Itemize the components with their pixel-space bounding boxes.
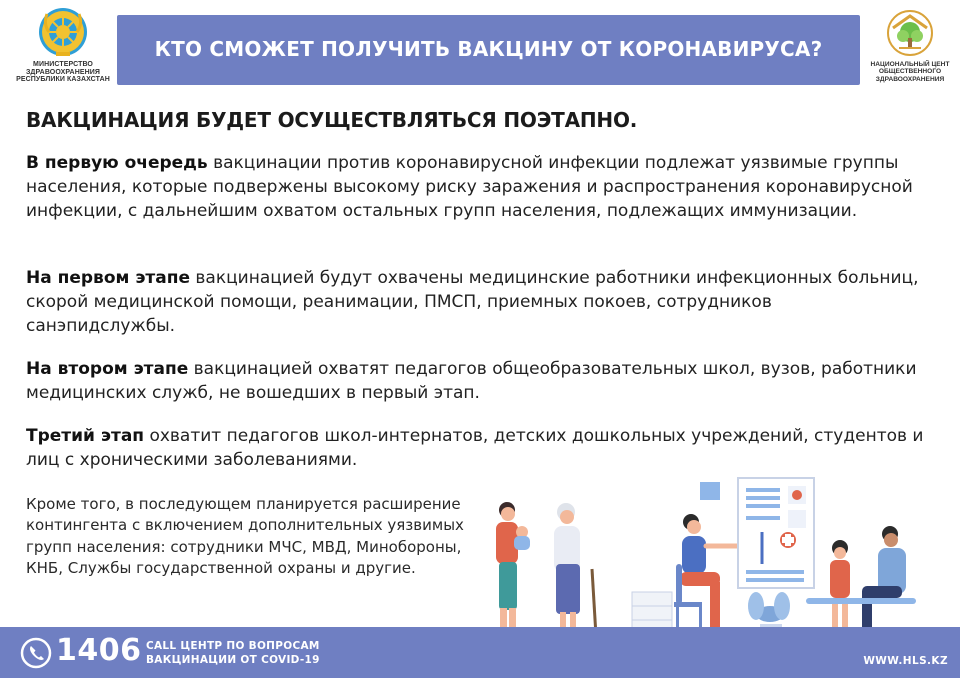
kazakhstan-emblem-icon bbox=[37, 6, 89, 58]
ministry-logo bbox=[4, 6, 122, 94]
hotline-number[interactable]: 1406 bbox=[56, 633, 142, 668]
child-figure bbox=[830, 540, 850, 634]
title-banner bbox=[117, 15, 860, 85]
paragraph-lead: Третий этап bbox=[26, 426, 145, 446]
ministry-caption: МИНИСТЕРСТВО ЗДРАВООХРАНЕНИЯ РЕСПУБЛИКИ КАЗАХСТАН bbox=[16, 61, 110, 84]
paragraph-stage-two bbox=[26, 357, 926, 405]
parent-figure bbox=[806, 526, 916, 634]
additional-note: Кроме того, в последующем планируется расширение контингента с включением дополнительных уязвимых групп населения: сотрудники МЧС, МВД, Минобороны, КНБ, Службы государственной охраны и другие. bbox=[26, 495, 464, 578]
medical-poster bbox=[700, 478, 814, 588]
call-center-label: CALL ЦЕНТР ПО ВОПРОСАМ ВАКЦИНАЦИИ ОТ COVID-19 bbox=[146, 640, 320, 666]
paragraph-stage-three bbox=[26, 424, 926, 472]
page-title: КТО СМОЖЕТ ПОЛУЧИТЬ ВАКЦИНУ ОТ КОРОНАВИРУСА? bbox=[154, 37, 823, 61]
ncph-caption: НАЦИОНАЛЬНЫЙ ЦЕНТ ОБЩЕСТВЕННОГО ЗДРАВООХРАНЕНИЯ bbox=[870, 61, 950, 83]
doctor-figure bbox=[674, 514, 740, 637]
paragraph-lead: На втором этапе bbox=[26, 359, 189, 379]
vaccination-illustration bbox=[470, 474, 930, 644]
paragraph-text: вакцинацией будут охвачены медицинские работники инфекционных больниц, скорой медицинской помощи, реанимации, ПМСП, приемных покоев, сотрудников санэпидслужбы. bbox=[26, 268, 919, 336]
paragraph-text: охватит педагогов школ-интернатов, детских дошкольных учреждений, студентов и лиц с хроническими заболеваниями. bbox=[26, 426, 924, 470]
paragraph-lead: В первую очередь bbox=[26, 153, 208, 173]
footer-bar bbox=[0, 627, 960, 678]
paragraph-stage-one bbox=[26, 266, 926, 338]
section-heading: ВАКЦИНАЦИЯ БУДЕТ ОСУЩЕСТВЛЯТЬСЯ ПОЭТАПНО. bbox=[26, 108, 638, 132]
phone-icon bbox=[20, 637, 52, 669]
paragraph-text: вакцинацией охватят педагогов общеобразовательных школ, вузов, работники медицинских служб, не вошедших в первый этап. bbox=[26, 359, 917, 403]
website-link[interactable]: WWW.HLS.KZ bbox=[863, 655, 948, 667]
ncph-tree-logo-icon bbox=[885, 8, 935, 58]
mother-with-baby-figure bbox=[496, 502, 530, 637]
paragraph-text: вакцинации против коронавирусной инфекции подлежат уязвимые группы населения, которые подвержены высокому риску заражения и распространения коронавирусной инфекции, с дальнейшим охватом остальных групп населения, подлежащих иммунизации. bbox=[26, 153, 913, 221]
paragraph-priority bbox=[26, 151, 926, 223]
grandmother-figure bbox=[554, 503, 596, 637]
paragraph-lead: На первом этапе bbox=[26, 268, 190, 288]
ncph-logo bbox=[860, 8, 960, 94]
